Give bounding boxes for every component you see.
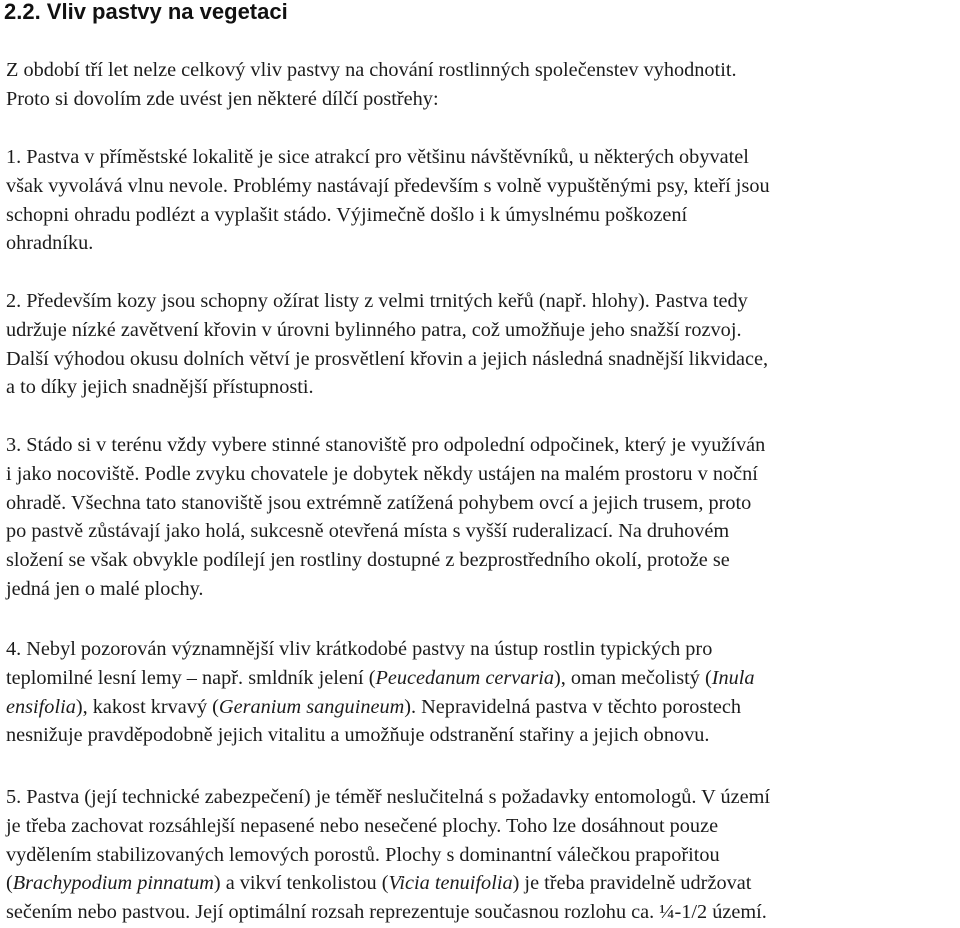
species-name: ensifolia [6, 695, 76, 718]
text-line: udržuje nízké zavětvení křovin v úrovni bylinného patra, což umožňuje jeho snažší rozvoj. [6, 318, 742, 341]
text-run: teplomilné lesní lemy – např. smldník jelení ( [6, 666, 376, 689]
text-line: po pastvě zůstávají jako holá, sukcesně otevřená místa s vyšší ruderalizací. Na druhovém [6, 520, 730, 543]
text-line: vydělením stabilizovaných lemových porostů. Plochy s dominantní válečkou prapořitou [6, 843, 720, 866]
text-line: schopni ohradu podlézt a vyplašit stádo. Výjimečně došlo i k úmyslnému poškození [6, 203, 688, 226]
text-line [6, 869, 770, 898]
text-line: a to díky jejich snadnější přístupnosti. [6, 376, 314, 399]
paragraph-4 [6, 635, 755, 750]
paragraph-1 [6, 143, 770, 258]
text-line: 5. Pastva (její technické zabezpečení) je téměř neslučitelná s požadavky entomologů. V území [6, 786, 771, 808]
text-line: sečením nebo pastvou. Její optimální rozsah reprezentuje současnou rozlohu ca. ¼-1/2 území. [6, 901, 767, 924]
text-line: Z období tří let nelze celkový vliv pastvy na chování rostlinných společenstev vyhodnotit. [6, 59, 737, 81]
text-line [6, 664, 755, 693]
species-name: Vicia tenuifolia [388, 872, 513, 895]
text-run: ), kakost krvavý ( [75, 695, 219, 718]
text-line: 1. Pastva v příměstské lokalitě je sice atrakcí pro většinu návštěvníků, u některých obyvatel [6, 146, 749, 168]
paragraph-3 [6, 431, 765, 604]
species-name: Brachypodium pinnatum [12, 872, 214, 895]
species-name: Inula [711, 666, 755, 689]
text-line: ohradníku. [6, 232, 94, 255]
text-line: 2. Především kozy jsou schopny ožírat listy z velmi trnitých keřů (např. hlohy). Pastva tedy [6, 290, 748, 312]
text-run: ), oman mečolistý ( [554, 666, 712, 689]
paragraph-2 [6, 287, 768, 402]
intro-paragraph [6, 56, 737, 114]
text-line: je třeba zachovat rozsáhlejší nepasené nebo nesečené plochy. Toho lze dosáhnout pouze [6, 814, 719, 837]
text-line: 4. Nebyl pozorován významnější vliv krátkodobé pastvy na ústup rostlin typických pro [6, 638, 713, 660]
text-line: ohradě. Všechna tato stanoviště jsou extrémně zatížená pohybem ovcí a jejich trusem, proto [6, 491, 752, 514]
text-run: ). Nepravidelná pastva v těchto porostech [404, 695, 742, 718]
text-run: ) je třeba pravidelně udržovat [512, 872, 752, 895]
text-line [6, 693, 755, 722]
text-line: nesnižuje pravděpodobně jejich vitalitu a umožňuje odstranění stařiny a jejich obnovu. [6, 724, 710, 747]
text-line: však vyvolává vlnu nevole. Problémy nastávají především s volně vypuštěnými psy, kteří jsou [6, 174, 770, 197]
text-run: ) a vikví tenkolistou ( [213, 872, 389, 895]
text-line: Proto si dovolím zde uvést jen některé dílčí postřehy: [6, 87, 439, 110]
species-name: Geranium sanguineum [218, 695, 405, 718]
text-run: ( [6, 872, 13, 895]
text-line: i jako nocoviště. Podle zvyku chovatele je dobytek někdy ustájen na malém prostoru v noční [6, 462, 758, 485]
text-line: složení se však obvykle podílejí jen rostliny dostupné z bezprostředního okolí, protože se [6, 549, 730, 572]
text-line: Další výhodou okusu dolních větví je prosvětlení křovin a jejich následná snadnější likvidace, [6, 347, 769, 370]
section-heading: 2.2. Vliv pastvy na vegetaci [4, 0, 288, 24]
text-line: 3. Stádo si v terénu vždy vybere stinné stanoviště pro odpolední odpočinek, který je využíván [6, 434, 766, 456]
text-line: jedná jen o malé plochy. [6, 577, 204, 600]
species-name: Peucedanum cervaria [375, 666, 555, 689]
paragraph-5 [6, 783, 770, 927]
